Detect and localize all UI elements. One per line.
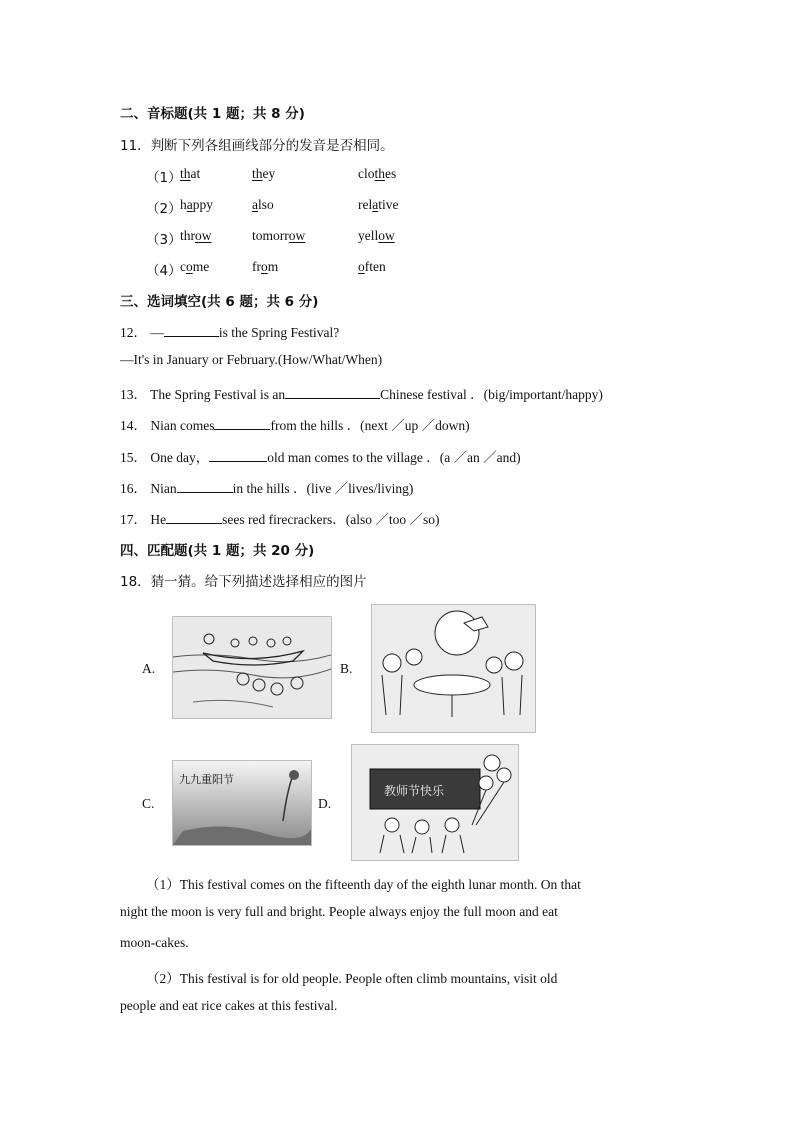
double-ninth-illustration <box>173 761 311 845</box>
q11-word: throw <box>180 228 212 243</box>
answer-blank[interactable] <box>209 449 267 462</box>
mid-autumn-illustration <box>372 605 535 732</box>
q11-word: relative <box>358 197 399 212</box>
question-number: 11． <box>120 138 151 154</box>
q14-prefix: 14． Nian comes <box>120 418 215 433</box>
answer-blank[interactable] <box>285 386 380 399</box>
picture-label-b: B. <box>340 661 353 676</box>
answer-blank[interactable] <box>164 324 219 337</box>
q11-word: often <box>358 259 386 274</box>
q11-word: from <box>252 259 279 274</box>
q16-prefix: 16． Nian <box>120 481 177 496</box>
q11-row-number: （1） <box>146 170 182 186</box>
answer-blank[interactable] <box>166 511 222 524</box>
question-12 <box>120 321 339 341</box>
q15-prefix: 15． One day， <box>120 450 210 465</box>
q12-prefix: 12． — <box>120 325 164 340</box>
picture-c-caption: 九九重阳节 <box>179 773 234 786</box>
q15-suffix: old man comes to the village ．(a ／an ／and) <box>267 450 521 465</box>
picture-label-d: D. <box>318 796 332 811</box>
underlined-letters: th <box>180 166 191 181</box>
section4-title: 四、匹配题(共 1 题；共 20 分) <box>120 543 315 559</box>
picture-a-dragon-boat <box>172 616 332 719</box>
question-15 <box>120 446 521 466</box>
underlined-letters: o <box>358 259 365 274</box>
q12-answer-line: —It's in January or February.(How/What/When) <box>120 352 383 367</box>
question-number: 18． <box>120 574 151 590</box>
underlined-letters: ow <box>288 228 306 243</box>
q11-row-number: （4） <box>146 263 182 279</box>
q17-suffix: sees red firecrackers．(also ／too ／so) <box>222 512 440 527</box>
q11-word: also <box>252 197 274 212</box>
q11-word: come <box>180 259 210 274</box>
section2-title: 二、音标题(共 1 题；共 8 分) <box>120 106 305 122</box>
description-1-line-1: （1）This festival comes on the fifteenth day of the eighth lunar month. On that <box>146 877 581 892</box>
q16-suffix: in the hills ．(live ／lives/living) <box>232 481 414 496</box>
question-14 <box>120 414 470 434</box>
underlined-letters: a <box>372 197 379 212</box>
section3-title: 三、选词填空(共 6 题；共 6 分) <box>120 294 319 310</box>
question-16 <box>120 477 413 497</box>
q11-word: they <box>252 166 276 181</box>
answer-blank[interactable] <box>214 417 270 430</box>
underlined-letters: ow <box>378 228 395 243</box>
underlined-letters: ow <box>195 228 212 243</box>
question-17 <box>120 508 440 528</box>
question-11 <box>120 134 394 154</box>
picture-c-double-ninth <box>172 760 312 846</box>
q14-suffix: from the hills ．(next ／up ／down) <box>270 418 470 433</box>
underlined-letters: a <box>186 197 193 212</box>
question-text: 猜一猜。给下列描述选择相应的图片 <box>150 574 367 590</box>
picture-label-c: C. <box>142 796 155 811</box>
picture-d-caption: 教师节快乐 <box>384 784 445 798</box>
q11-word: that <box>180 166 201 181</box>
underlined-letters: th <box>252 166 263 181</box>
underlined-letters: o <box>261 259 268 274</box>
underlined-letters: a <box>252 197 258 212</box>
underlined-letters: th <box>374 166 386 181</box>
q11-row-number: （2） <box>146 201 182 217</box>
description-2-line-2: people and eat rice cakes at this festival. <box>120 998 338 1013</box>
answer-blank[interactable] <box>177 480 233 493</box>
picture-d-teachers-day <box>351 744 519 861</box>
q11-word: happy <box>180 197 213 212</box>
underlined-letters: o <box>186 259 193 274</box>
q17-prefix: 17． He <box>120 512 167 527</box>
q13-suffix: Chinese festival ．(big/important/happy) <box>380 387 603 402</box>
description-2-line-1: （2）This festival is for old people. People often climb mountains, visit old <box>146 971 558 986</box>
description-1-line-3: moon-cakes. <box>120 935 189 950</box>
question-text: 判断下列各组画线部分的发音是否相同。 <box>150 138 394 154</box>
picture-label-a: A. <box>142 661 156 676</box>
picture-b-mid-autumn <box>371 604 536 733</box>
q13-prefix: 13． The Spring Festival is an <box>120 387 286 402</box>
teachers-day-illustration <box>352 745 518 860</box>
question-18 <box>120 570 367 590</box>
q11-word: clothes <box>358 166 397 181</box>
q12-suffix: is the Spring Festival? <box>218 325 340 340</box>
dragon-boat-illustration <box>173 617 331 718</box>
q11-word: tomorrow <box>252 228 306 243</box>
q11-word: yellow <box>358 228 395 243</box>
description-1-line-2: night the moon is very full and bright. People always enjoy the full moon and eat <box>120 904 558 919</box>
question-13 <box>120 383 603 403</box>
q11-row-number: （3） <box>146 232 182 248</box>
